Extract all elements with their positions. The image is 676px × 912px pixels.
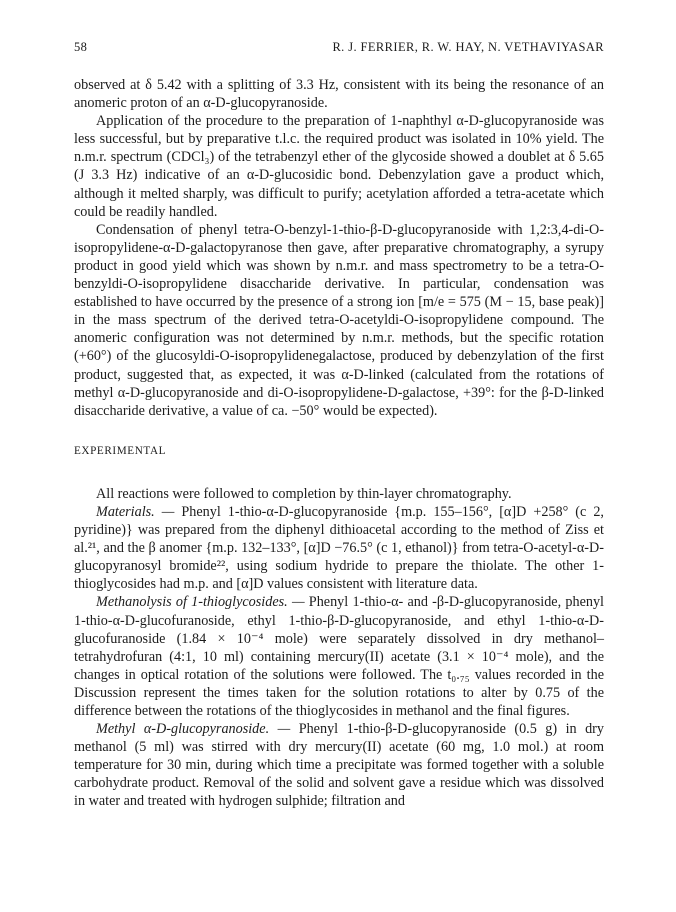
paragraph-run-in-heading: Methyl α-D-glucopyranoside. — bbox=[96, 721, 291, 738]
experimental-paragraph bbox=[74, 720, 604, 810]
paragraph-text: Phenyl 1-thio-α-D-glucopyranoside {m.p. 155–156°, [α]D +258° (c 2, pyridine)} was prepared from the diphenyl dithioacetal according to the method of Ziss et al.²¹, and the β anomer {m.p. 132–133°, [α]D −76.5° (c 1, ethanol)} from tetra-O-acetyl-α-D-glucopyranosyl bromide²², using sodium hydride to prepare the thiolate. The other 1-thioglycosides had m.p. and [α]D values consistent with literature data. bbox=[74, 503, 604, 593]
paragraph-text: Phenyl 1-thio-α- and -β-D-glucopyranoside, phenyl 1-thio-α-D-glucofuranoside, ethyl 1-thio-β-D-glucopyranoside, and ethyl 1-thio-α-D-glucofuranoside (1.84 × 10⁻⁴ mole) were separately dissolved in dry methanol–tetrahydrofuran (4:1, 10 ml) containing mercury(II) acetate (3.1 × 10⁻⁴ mole), and the changes in optical rotation of the solutions were followed. The t₀.₇₅ values recorded in the Discussion represent the times taken for the solution rotations to alter by 0.75 of the difference between the rotations of the thioglycosides in methanol and the final figures. bbox=[74, 594, 604, 719]
body-paragraph: Application of the procedure to the preparation of 1-naphthyl α-D-glucopyranoside was less successful, but by preparative t.l.c. the required product was isolated in 10% yield. The n.m.r. spectrum (CDCl₃) of the tetrabenzyl ether of the glycoside showed a doublet at δ 5.65 (J 3.3 Hz) indicative of an α-D-glucosidic bond. Debenzylation gave a product which, although it melted sharply, was difficult to purify; acetylation afforded a tetra-acetate which could be readily handled. bbox=[74, 113, 604, 220]
body-paragraph: Condensation of phenyl tetra-O-benzyl-1-thio-β-D-glucopyranoside with 1,2:3,4-di-O-isopropylidene-α-D-galactopyranose then gave, after preparative chromatography, a syrupy product in good yield which was shown by n.m.r. and mass spectrometry to be a tetra-O-benzyldi-O-isopropylidene disaccharide derivative. In particular, condensation was established to have occurred by the presence of a strong ion [m/e = 575 (M − 15, base peak)] in the mass spectrum of the derived tetra-O-acetyldi-O-isopropylidene compound. The anomeric configuration was not determined by n.m.r. methods, but the specific rotation (+60°) of the glucosyldi-O-isopropylidenegalactose, produced by debenzylation of the first product, suggested that, as expected, it was α-D-linked (calculated from the rotations of methyl α-D-glucopyranoside and di-O-isopropylidene-D-galactose, +39°: for the β-D-linked disaccharide derivative, a value of ca. −50° would be expected). bbox=[74, 221, 604, 419]
paragraph-run-in-heading: Methanolysis of 1-thioglycosides. — bbox=[96, 594, 305, 611]
section-heading-experimental: EXPERIMENTAL bbox=[74, 444, 167, 457]
article-body bbox=[74, 76, 604, 811]
experimental-paragraph bbox=[74, 503, 604, 593]
experimental-paragraph bbox=[74, 485, 604, 503]
paragraph-text: All reactions were followed to completion by thin-layer chromatography. bbox=[96, 485, 512, 502]
running-head-authors: R. J. FERRIER, R. W. HAY, N. VETHAVIYASAR bbox=[332, 40, 604, 54]
paragraph-text: Phenyl 1-thio-β-D-glucopyranoside (0.5 g) in dry methanol (5 ml) was stirred with dry mercury(II) acetate (60 mg, 1.0 mol.) at room temperature for 30 min, during which time a precipitate was formed together with a soluble carbohydrate product. Removal of the solid and solvent gave a residue which was dissolved in water and treated with hydrogen sulphide; filtration and bbox=[74, 721, 604, 810]
paragraph-run-in-heading: Materials. — bbox=[96, 503, 175, 520]
body-paragraph: observed at δ 5.42 with a splitting of 3.3 Hz, consistent with its being the resonance of an anomeric proton of an α-D-glucopyranoside. bbox=[74, 77, 604, 112]
page-number: 58 bbox=[74, 40, 88, 54]
page-header bbox=[74, 40, 604, 58]
experimental-paragraph bbox=[74, 593, 604, 720]
